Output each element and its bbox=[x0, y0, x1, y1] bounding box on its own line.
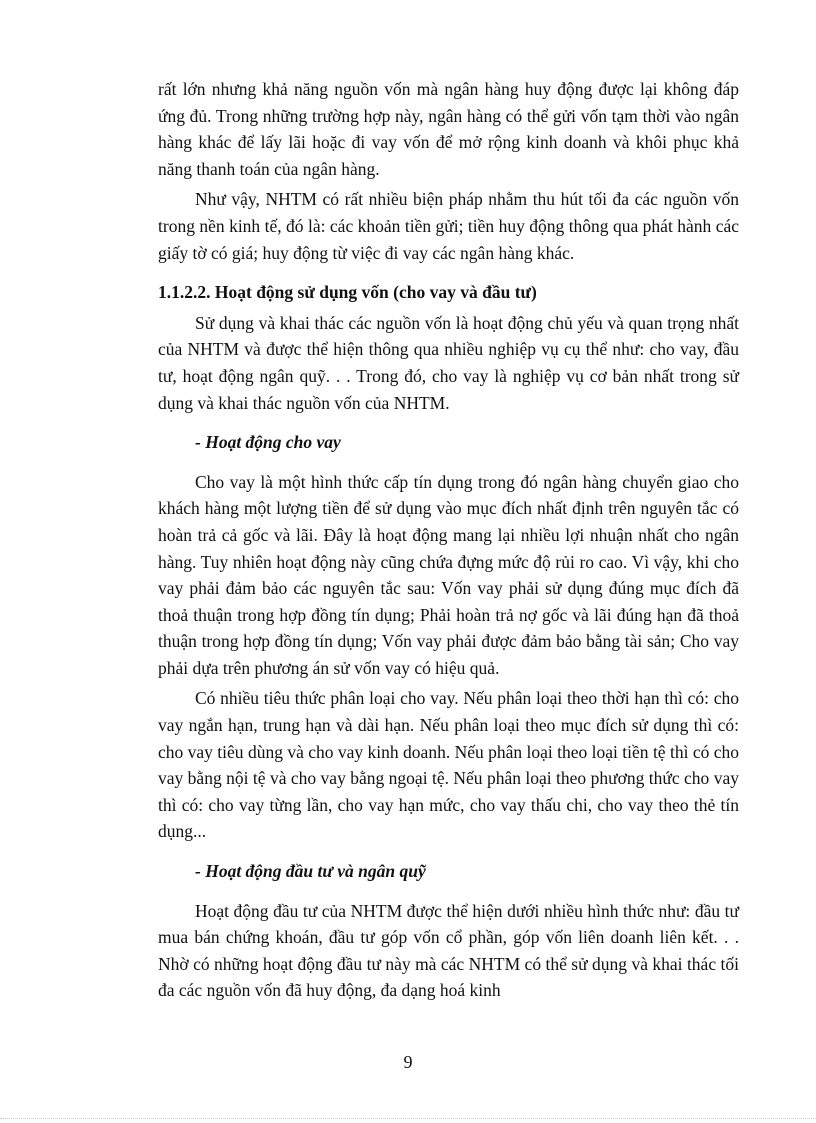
paragraph-investment: Hoạt động đầu tư của NHTM được thể hiện dưới nhiều hình thức như: đầu tư mua bán chứng khoán, đầu tư góp vốn cổ phần, góp vốn liên doanh liên kết. . . Nhờ có những hoạt động đầu tư này mà các NHTM có thể sử dụng và khai thác tối đa các nguồn vốn đã huy động, đa dạng hoá kinh bbox=[158, 900, 739, 1001]
paragraph-summary: Như vậy, NHTM có rất nhiều biện pháp nhằm thu hút tối đa các nguồn vốn trong nền kinh tế, đó là: các khoản tiền gửi; tiền huy động thông qua phát hành các giấy tờ có giá; huy động từ việc đi vay các ngân hàng khác. bbox=[158, 189, 739, 263]
subheading-lending: - Hoạt động cho vay bbox=[195, 432, 341, 453]
page-number: 9 bbox=[403, 1052, 413, 1072]
paragraph-intro: Sử dụng và khai thác các nguồn vốn là hoạt động chủ yếu và quan trọng nhất của NHTM và được thể hiện thông qua nhiều nghiệp vụ cụ thể như: cho vay, đầu tư, hoạt động ngân quỹ. . . Trong đó, cho vay là nghiệp vụ cơ bản nhất trong sử dụng và khai thác nguồn vốn của NHTM. bbox=[158, 312, 739, 413]
paragraph-continued: rất lớn nhưng khả năng nguồn vốn mà ngân hàng huy động được lại không đáp ứng đủ. Trong những trường hợp này, ngân hàng có thể gửi vốn tạm thời vào ngân hàng khác để lấy lãi hoặc đi vay vốn để mở rộng kinh doanh và khôi phục khả năng thanh toán của ngân hàng. bbox=[158, 79, 739, 179]
page-divider bbox=[0, 1118, 816, 1119]
subheading-investment: - Hoạt động đầu tư và ngân quỹ bbox=[195, 861, 426, 882]
body-text bbox=[158, 76, 739, 1008]
paragraph-loan-types: Có nhiều tiêu thức phân loại cho vay. Nếu phân loại theo thời hạn thì có: cho vay ngắn hạn, trung hạn và dài hạn. Nếu phân loại theo mục đích sử dụng thì có: cho vay tiêu dùng và cho vay kinh doanh. Nếu phân loại theo loại tiền tệ thì có cho vay bằng nội tệ và cho vay bằng ngoại tệ. Nếu phân loại theo phương thức cho vay thì có: cho vay từng lần, cho vay hạn mức, cho vay thấu chi, cho vay theo thẻ tín dụng... bbox=[158, 688, 739, 842]
section-heading: 1.1.2.2. Hoạt động sử dụng vốn (cho vay và đầu tư) bbox=[158, 282, 537, 303]
paragraph-lending: Cho vay là một hình thức cấp tín dụng trong đó ngân hàng chuyển giao cho khách hàng một lượng tiền để sử dụng vào mục đích nhất định trên nguyên tắc có hoàn trả cả gốc và lãi. Đây là hoạt động mang lại nhiều lợi nhuận nhất cho ngân hàng. Tuy nhiên hoạt động này cũng chứa đựng mức độ rủi ro cao. Vì vậy, khi cho vay phải đảm bảo các nguyên tắc sau: Vốn vay phải sử dụng đúng mục đích đã thoả thuận trong hợp đồng tín dụng; Phải hoàn trả nợ gốc và lãi đúng hạn đã thoả thuận trong hợp đồng tín dụng; Vốn vay phải được đảm bảo bằng tài sản; Cho vay phải dựa trên phương án sử vốn vay có hiệu quả. bbox=[158, 471, 739, 678]
